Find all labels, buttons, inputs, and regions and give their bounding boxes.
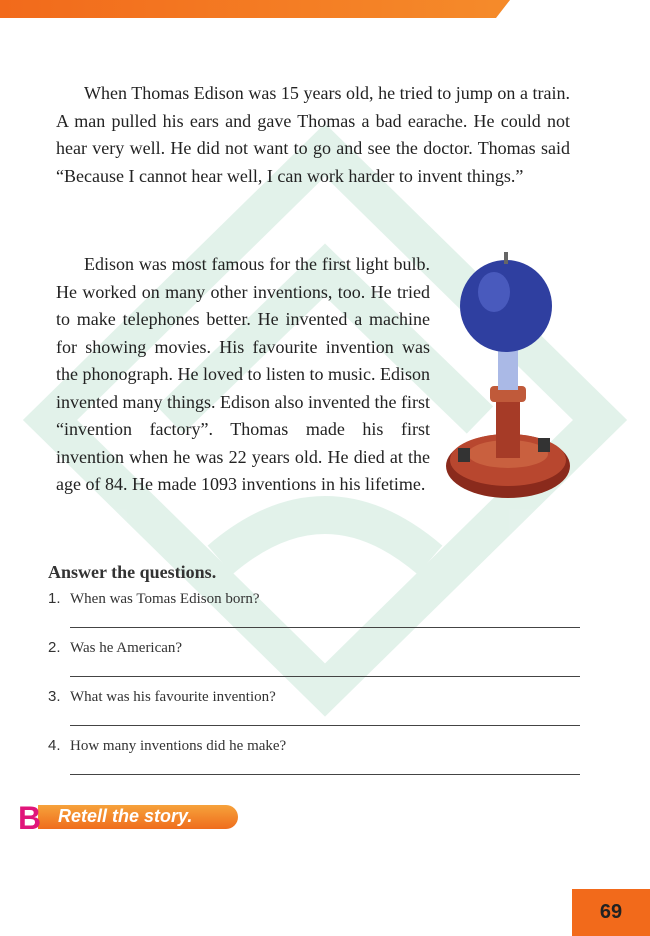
answer-line[interactable] [70,627,580,628]
question-text: What was his favourite invention? [70,689,276,705]
question-text: Was he American? [70,640,183,656]
question-number: 2. [48,639,61,656]
questions-heading: Answer the questions. [48,562,217,582]
paragraph-2: Edison was most famous for the first light bulb. He worked on many other inventions, too. He tried to make telephones better. He invented a machine for showing movies. His favourite invention was the phonograph. He loved to listen to music. Edison invented many things. Edison also invented the first “invention factory”. Thomas made his first invention when he was 22 years old. He died at the age of 84. He made 1093 inventions in his lifetime. [56,254,430,494]
question-text: How many inventions did he make? [70,738,287,754]
answer-line[interactable] [70,676,580,677]
answer-line[interactable] [70,774,580,775]
question-4 [48,737,588,755]
question-text: When was Tomas Edison born? [70,591,260,607]
section-b-banner [18,800,240,836]
answer-line[interactable] [70,725,580,726]
question-3 [48,688,588,706]
question-number: 3. [48,688,61,705]
top-accent-bar [0,0,496,18]
page-number: 69 [572,889,650,936]
paragraph-1: When Thomas Edison was 15 years old, he tried to jump on a train. A man pulled his ears and gave Thomas a bad earache. He could not hear very well. He did not want to go and see the doctor. Thomas said “Because I cannot hear well, I can work harder to invent things.” [56,83,570,186]
question-2 [48,639,588,657]
light-bulb-lamp-icon [438,248,578,510]
question-1 [48,590,588,608]
question-number: 1. [48,590,61,607]
question-number: 4. [48,737,61,754]
section-b-label: Retell the story. [58,806,193,826]
section-b-letter: B [18,800,42,836]
